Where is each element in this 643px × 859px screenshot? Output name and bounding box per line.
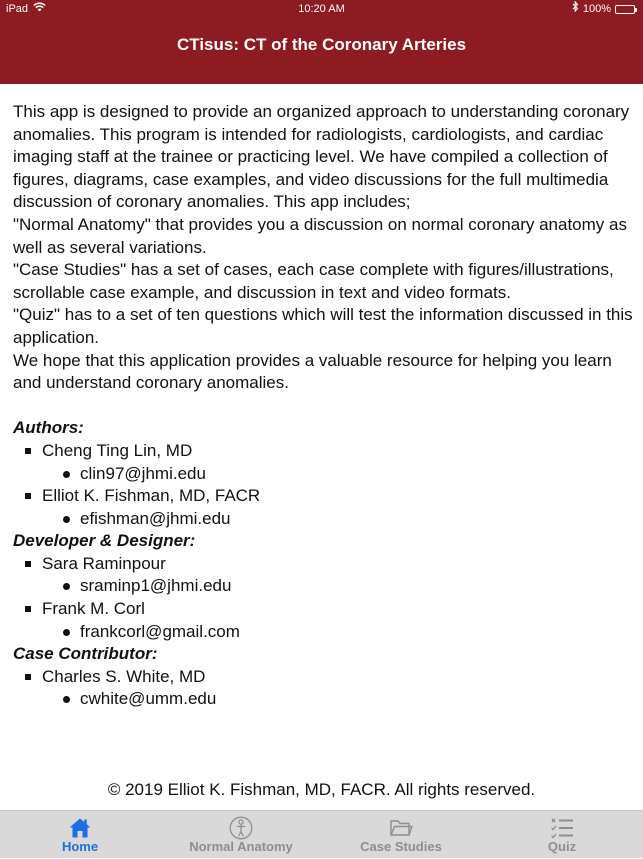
tab-bar (0, 810, 643, 858)
battery-percent: 100% (582, 3, 611, 15)
authors-list (13, 440, 641, 530)
contributor-contact-list (42, 688, 641, 711)
intro-paragraph: This app is designed to provide an organized approach to understanding coronary anomalies. This program is intended for radiologists, cardiologists, and cardiac imaging staff at the trainee or practicing level. We have compiled a collection of figures, diagrams, case examples, and video discussions for the full multimedia discussion of coronary anomalies. This app includes; (13, 102, 630, 212)
author-email[interactable]: clin97@jhmi.edu (42, 463, 641, 486)
anatomy-figure-icon (229, 816, 253, 840)
tab-normal-anatomy[interactable] (171, 811, 311, 859)
author-item (13, 485, 641, 530)
developer-email[interactable]: sraminp1@jhmi.edu (42, 575, 641, 598)
contributor-email[interactable]: cwhite@umm.edu (42, 688, 641, 711)
tab-case-studies-label: Case Studies (360, 839, 442, 854)
author-contact-list (42, 508, 641, 531)
status-right (572, 0, 635, 18)
author-email[interactable]: efishman@jhmi.edu (42, 508, 641, 531)
developer-item (13, 598, 641, 643)
author-name: Cheng Ting Lin, MD (42, 440, 193, 460)
contributor-name: Charles S. White, MD (42, 666, 206, 686)
developer-name: Sara Raminpour (42, 553, 166, 573)
bluetooth-icon (572, 0, 579, 18)
author-name: Elliot K. Fishman, MD, FACR (42, 486, 261, 506)
about-content (13, 101, 641, 711)
authors-heading: Authors: (13, 418, 84, 438)
developer-name: Frank M. Corl (42, 599, 145, 619)
contributor-item (13, 666, 641, 711)
intro-paragraph: "Case Studies" has a set of cases, each case complete with figures/illustrations, scrollable case example, and discussion in text and video formats. (13, 260, 614, 302)
tab-home[interactable] (10, 811, 150, 859)
author-contact-list (42, 463, 641, 486)
intro-paragraph: We hope that this application provides a valuable resource for helping you learn and understand coronary anomalies. (13, 350, 612, 393)
tab-quiz[interactable] (492, 811, 632, 859)
copyright-text: © 2019 Elliot K. Fishman, MD, FACR. All rights reserved. (107, 780, 536, 799)
intro-paragraph: "Normal Anatomy" that provides you a discussion on normal coronary anatomy as well as several variations. (13, 214, 627, 257)
tab-home-label: Home (61, 839, 99, 854)
tab-quiz-label: Quiz (547, 839, 577, 854)
developers-heading: Developer & Designer: (13, 531, 196, 551)
checklist-icon (550, 816, 574, 840)
developer-contact-list (42, 575, 641, 598)
intro-paragraph: "Quiz" has to a set of ten questions which will test the information discussed in this application. (13, 305, 633, 347)
tab-normal-anatomy-label: Normal Anatomy (189, 839, 293, 854)
developer-email[interactable]: frankcorl@gmail.com (42, 621, 641, 644)
battery-icon (615, 5, 635, 14)
home-icon (68, 816, 92, 840)
tab-case-studies[interactable] (331, 811, 471, 859)
section-spacer (13, 395, 641, 418)
author-item (13, 440, 641, 485)
device-name: iPad (6, 3, 29, 15)
page-title: CTisus: CT of the Coronary Arteries (176, 35, 467, 54)
folder-icon (389, 816, 413, 840)
status-time: 10:20 AM (298, 3, 345, 15)
status-bar (0, 0, 643, 18)
developer-item (13, 553, 641, 598)
contributors-heading: Case Contributor: (13, 644, 158, 664)
app-header (0, 0, 643, 84)
developers-list (13, 553, 641, 643)
contributors-list (13, 666, 641, 711)
developer-contact-list (42, 621, 641, 644)
